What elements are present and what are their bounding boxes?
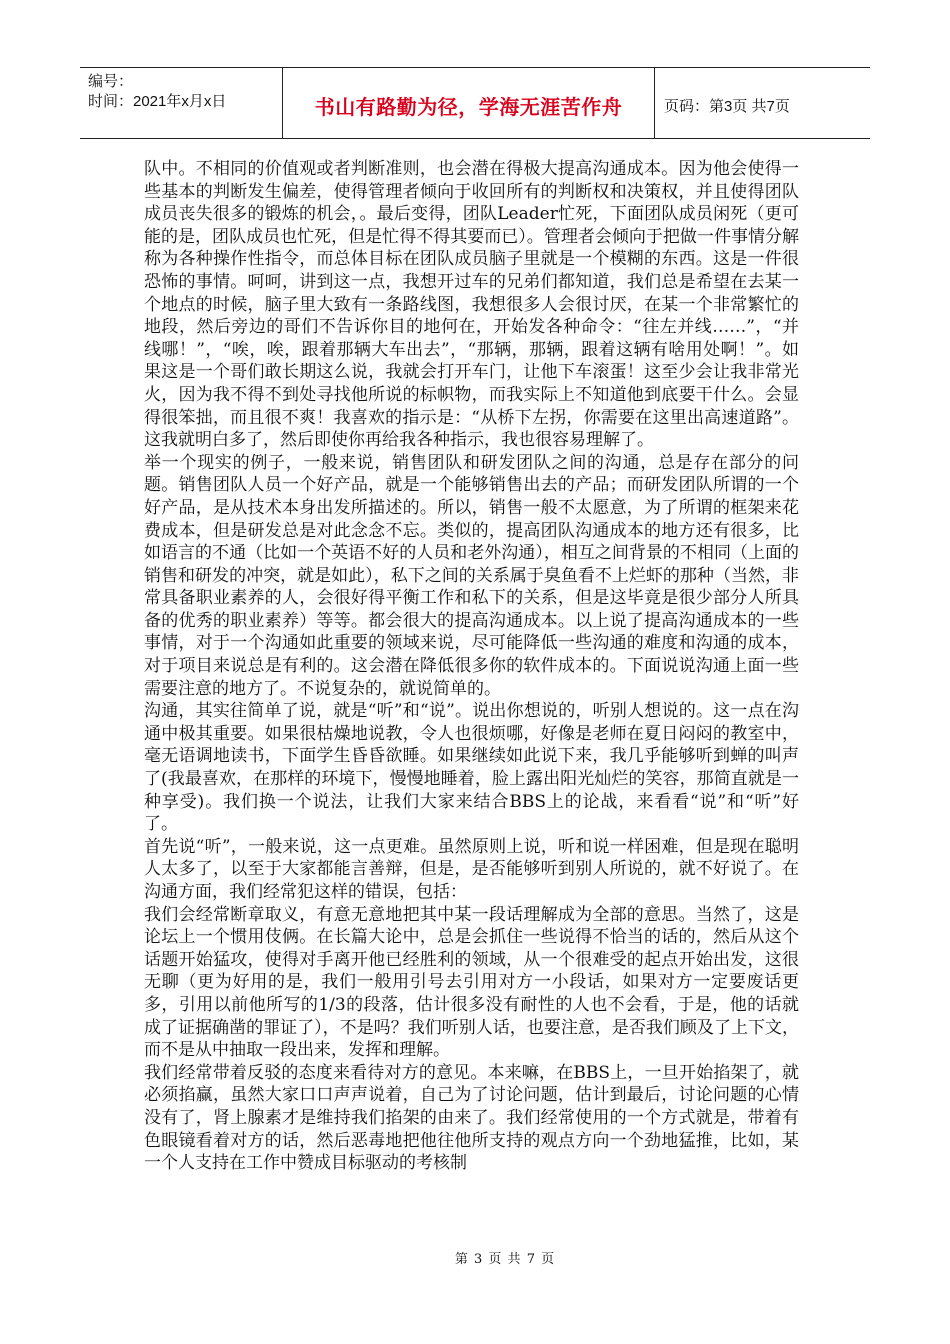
header-page-info: 页码：第3页 共7页: [664, 97, 790, 115]
doc-time-label: 时间：2021年x月x日: [88, 93, 227, 110]
doc-number-label: 编号：: [88, 73, 134, 90]
document-body: [144, 158, 799, 1175]
header-motto: 书山有路勤为径，学海无涯苦作舟: [314, 94, 623, 119]
header-divider: [654, 68, 655, 138]
body-paragraph: 我们会经常断章取义，有意无意地把其中某一段话理解成为全部的意思。当然了，这是论坛上一个惯用伎俩。在长篇大论中，总是会抓住一些说得不恰当的话的，然后从这个话题开始猛攻，使得对手离开他已经胜利的领域，从一个很难受的起点开始出发，这很无聊（更为好用的是，我们一般用引号去引用对方一小段话，如果对方一定要废话更多，引用以前他所写的1/3的段落，估计很多没有耐性的人也不会看，于是，他的话就成了证据确凿的罪证了），不是吗？我们听别人话，也要注意，是否我们顾及了上下文，而不是从中抽取一段出来，发挥和理解。: [144, 904, 799, 1061]
body-paragraph: 队中。不相同的价值观或者判断准则，也会潜在得极大提高沟通成本。因为他会使得一些基本的判断发生偏差，使得管理者倾向于收回所有的判断权和决策权，并且使得团队成员丧失很多的锻炼的机会，。最后变得，团队Leader忙死，下面团队成员闲死（更可能的是，团队成员也忙死，但是忙得不得其要而已）。管理者会倾向于把做一件事情分解称为各种操作性指令，而总体目标在团队成员脑子里就是一个模糊的东西。这是一件很恐怖的事情。呵呵，讲到这一点，我想开过车的兄弟们都知道，我们总是希望在去某一个地点的时候，脑子里大致有一条路线图，我想很多人会很讨厌，在某一个非常繁忙的地段，然后旁边的哥们不告诉你目的地何在，开始发各种命令：“往左并线……”，“并线哪！”，“唉，唉，跟着那辆大车出去”，“那辆，那辆，跟着这辆有啥用处啊！”。如果这是一个哥们敢长期这么说，我就会打开车门，让他下车滚蛋！这至少会让我非常光火，因为我不得不到处寻找他所说的标帜物，而我实际上不知道他到底要干什么。会显得很笨拙，而且很不爽！我喜欢的指示是：“从桥下左拐，你需要在这里出高速道路”。这我就明白多了，然后即使你再给我各种指示，我也很容易理解了。: [144, 159, 799, 451]
body-paragraph: 首先说“听”，一般来说，这一点更难。虽然原则上说，听和说一样困难，但是现在聪明人太多了，以至于大家都能言善辩，但是，是否能够听到别人所说的，就不好说了。在沟通方面，我们经常犯这样的错误，包括：: [144, 836, 799, 902]
page-header: [80, 67, 870, 139]
body-paragraph: 我们经常带着反驳的态度来看待对方的意见。本来嘛，在BBS上，一旦开始掐架了，就必须掐赢，虽然大家口口声声说着，自己为了讨论问题，估计到最后，讨论问题的心情没有了，肾上腺素才是维持我们掐架的由来了。我们经常使用的一个方式就是，带着有色眼镜看着对方的话，然后恶毒地把他往他所支持的观点方向一个劲地猛推，比如，某一个人支持在工作中赞成目标驱动的考核制: [144, 1062, 799, 1174]
body-paragraph: 沟通，其实往简单了说，就是“听”和“说”。说出你想说的，听别人想说的。这一点在沟通中极其重要。如果很枯燥地说教，令人也很烦哪，好像是老师在夏日闷闷的教室中，毫无语调地读书，下面学生昏昏欲睡。如果继续如此说下来，我几乎能够听到蝉的叫声了(我最喜欢，在那样的环境下，慢慢地睡着，脸上露出阳光灿烂的笑容，那简直就是一种享受)。我们换一个说法，让我们大家来结合BBS上的论战，来看看“说”和“听”好了。: [144, 701, 799, 835]
header-meta: [88, 72, 288, 112]
page-footer: 第 3 页 共 7 页: [454, 1252, 556, 1267]
body-paragraph: 举一个现实的例子，一般来说，销售团队和研发团队之间的沟通，总是存在部分的问题。销售团队人员一个好产品，就是一个能够销售出去的产品；而研发团队所谓的一个好产品，是从技术本身出发所描述的。所以，销售一般不太愿意，为了所谓的框架来花费成本，但是研发总是对此念念不忘。类似的，提高团队沟通成本的地方还有很多，比如语言的不通（比如一个英语不好的人员和老外沟通），相互之间背景的不相同（上面的销售和研发的冲突，就是如此），私下之间的关系属于臭鱼看不上烂虾的那种（当然，非常具备职业素养的人，会很好得平衡工作和私下的关系，但是这毕竟是很少部分人所具备的优秀的职业素养）等等。都会很大的提高沟通成本。以上说了提高沟通成本的一些事情，对于一个沟通如此重要的领域来说，尽可能降低一些沟通的难度和沟通的成本，对于项目来说总是有利的。这会潜在降低很多你的软件成本的。下面说说沟通上面一些需要注意的地方了。不说复杂的，就说简单的。: [144, 452, 799, 699]
